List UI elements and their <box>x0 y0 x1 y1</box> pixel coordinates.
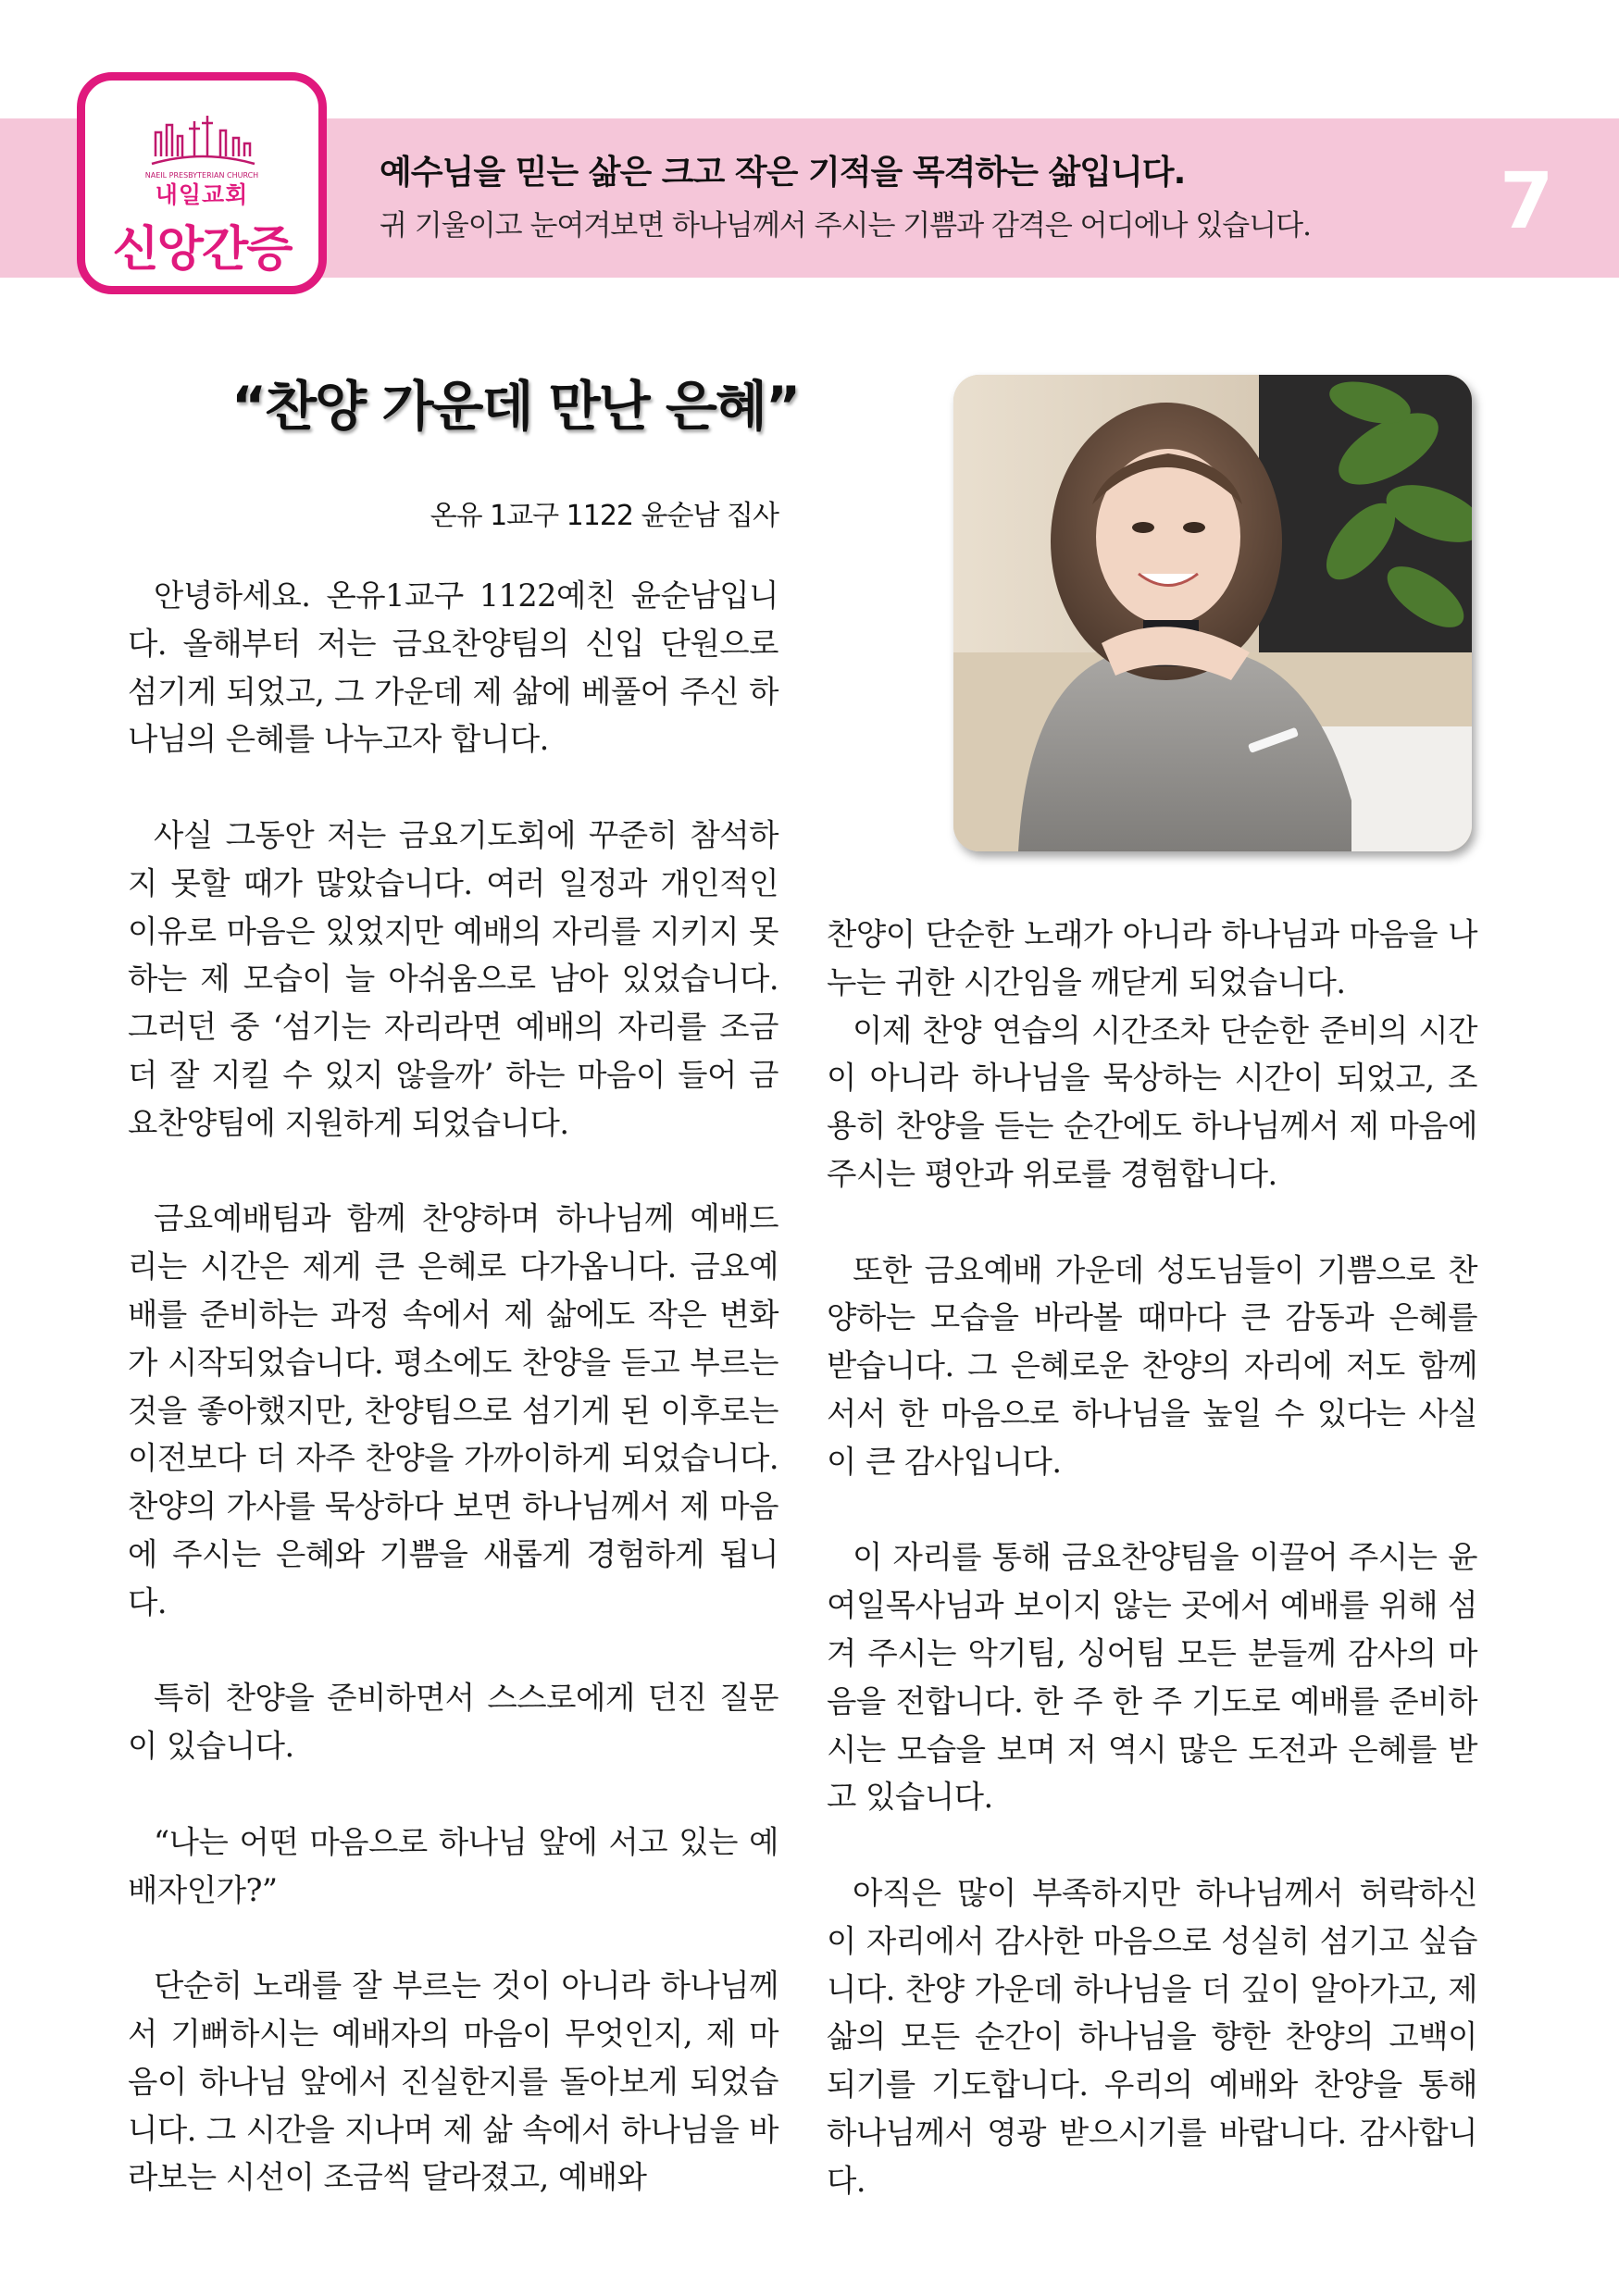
church-skyline-icon <box>150 112 256 168</box>
article-column-left <box>128 572 778 2202</box>
section-logo <box>77 72 327 294</box>
page-number: 7 <box>1500 155 1554 246</box>
article-title: “찬양 가운데 만난 은혜” <box>231 375 800 438</box>
paragraph: 아직은 많이 부족하지만 하나님께서 허락하신 이 자리에서 감사한 마음으로 성실히 섬기고 싶습니다. 찬양 가운데 하나님을 더 깊이 알아가고, 제 삶의 모든 순간이 하나님을 향한 찬양의 고백이 되기를 기도합니다. 우리의 예배와 찬양을 통해 하나님께서 영광 받으시기를 바랍니다. 감사합니다. <box>827 1874 1477 2199</box>
quote-paragraph: “나는 어떤 마음으로 하나님 앞에 서고 있는 예배자인가?” <box>128 1823 778 1908</box>
paragraph: 금요예배팀과 함께 찬양하며 하나님께 예배드리는 시간은 제게 큰 은혜로 다가옵니다. 금요예배를 준비하는 과정 속에서 제 삶에도 작은 변화가 시작되었습니다. 평소에도 찬양을 듣고 부르는 것을 좋아했지만, 찬양팀으로 섬기게 된 이후로는 이전보다 더 자주 찬양을 가까이하게 되었습니다. 찬양의 가사를 묵상하다 보면 하나님께서 제 마음에 주시는 은혜와 기쁨을 새롭게 경험하게 됩니다. <box>128 1200 778 1620</box>
paragraph: 또한 금요예배 가운데 성도님들이 기쁨으로 찬양하는 모습을 바라볼 때마다 큰 감동과 은혜를 받습니다. 그 은혜로운 찬양의 자리에 저도 함께 서서 한 마음으로 하나님을 높일 수 있다는 사실이 큰 감사입니다. <box>827 1251 1477 1480</box>
paragraph: 특히 찬양을 준비하면서 스스로에게 던진 질문이 있습니다. <box>128 1680 778 1765</box>
paragraph-continued: 찬양이 단순한 노래가 아니라 하나님과 마음을 나누는 귀한 시간임을 깨닫게 되었습니다. <box>827 916 1477 1000</box>
paragraph: 사실 그동안 저는 금요기도회에 꾸준히 참석하지 못할 때가 많았습니다. 여러 일정과 개인적인 이유로 마음은 있었지만 예배의 자리를 지키지 못하는 제 모습이 늘 아쉬움으로 남아 있었습니다. 그러던 중 ‘섬기는 자리라면 예배의 자리를 조금 더 잘 지킬 수 있지 않을까’ 하는 마음이 들어 금요찬양팀에 지원하게 되었습니다. <box>128 816 778 1141</box>
paragraph: 단순히 노래를 잘 부르는 것이 아니라 하나님께서 기뻐하시는 예배자의 마음이 무엇인지, 제 마음이 하나님 앞에서 진실한지를 돌아보게 되었습니다. 그 시간을 지나며 제 삶 속에서 하나님을 바라보는 시선이 조금씩 달라졌고, 예배와 <box>128 1967 778 2196</box>
header-subline: 귀 기울이고 눈여겨보면 하나님께서 주시는 기쁨과 감격은 어디에나 있습니다. <box>380 209 1311 242</box>
logo-church-name: 내일교회 <box>155 181 249 208</box>
section-title: 신앙간증 <box>112 222 292 278</box>
logo-church-name-en: NAEIL PRESBYTERIAN CHURCH <box>144 171 259 180</box>
article-byline: 온유 1교구 1122 윤순남 집사 <box>430 500 778 532</box>
paragraph: 안녕하세요. 온유1교구 1122예친 윤순남입니다. 올해부터 저는 금요찬양팀의 신입 단원으로 섬기게 되었고, 그 가운데 제 삶에 베풀어 주신 하나님의 은혜를 나누고자 합니다. <box>128 577 778 758</box>
header-tagline: 예수님을 믿는 삶은 크고 작은 기적을 목격하는 삶입니다. <box>380 154 1186 192</box>
paragraph: 이제 찬양 연습의 시간조차 단순한 준비의 시간이 아니라 하나님을 묵상하는 시간이 되었고, 조용히 찬양을 듣는 순간에도 하나님께서 제 마음에 주시는 평안과 위로를 경험합니다. <box>827 1011 1477 1192</box>
author-photo <box>953 375 1472 851</box>
paragraph: 이 자리를 통해 금요찬양팀을 이끌어 주시는 윤여일목사님과 보이지 않는 곳에서 예배를 위해 섬겨 주시는 악기팀, 싱어팀 모든 분들께 감사의 마음을 전합니다. 한 주 한 주 기도로 예배를 준비하시는 모습을 보며 저 역시 많은 도전과 은혜를 받고 있습니다. <box>827 1539 1477 1816</box>
article-column-right <box>827 911 1477 2205</box>
